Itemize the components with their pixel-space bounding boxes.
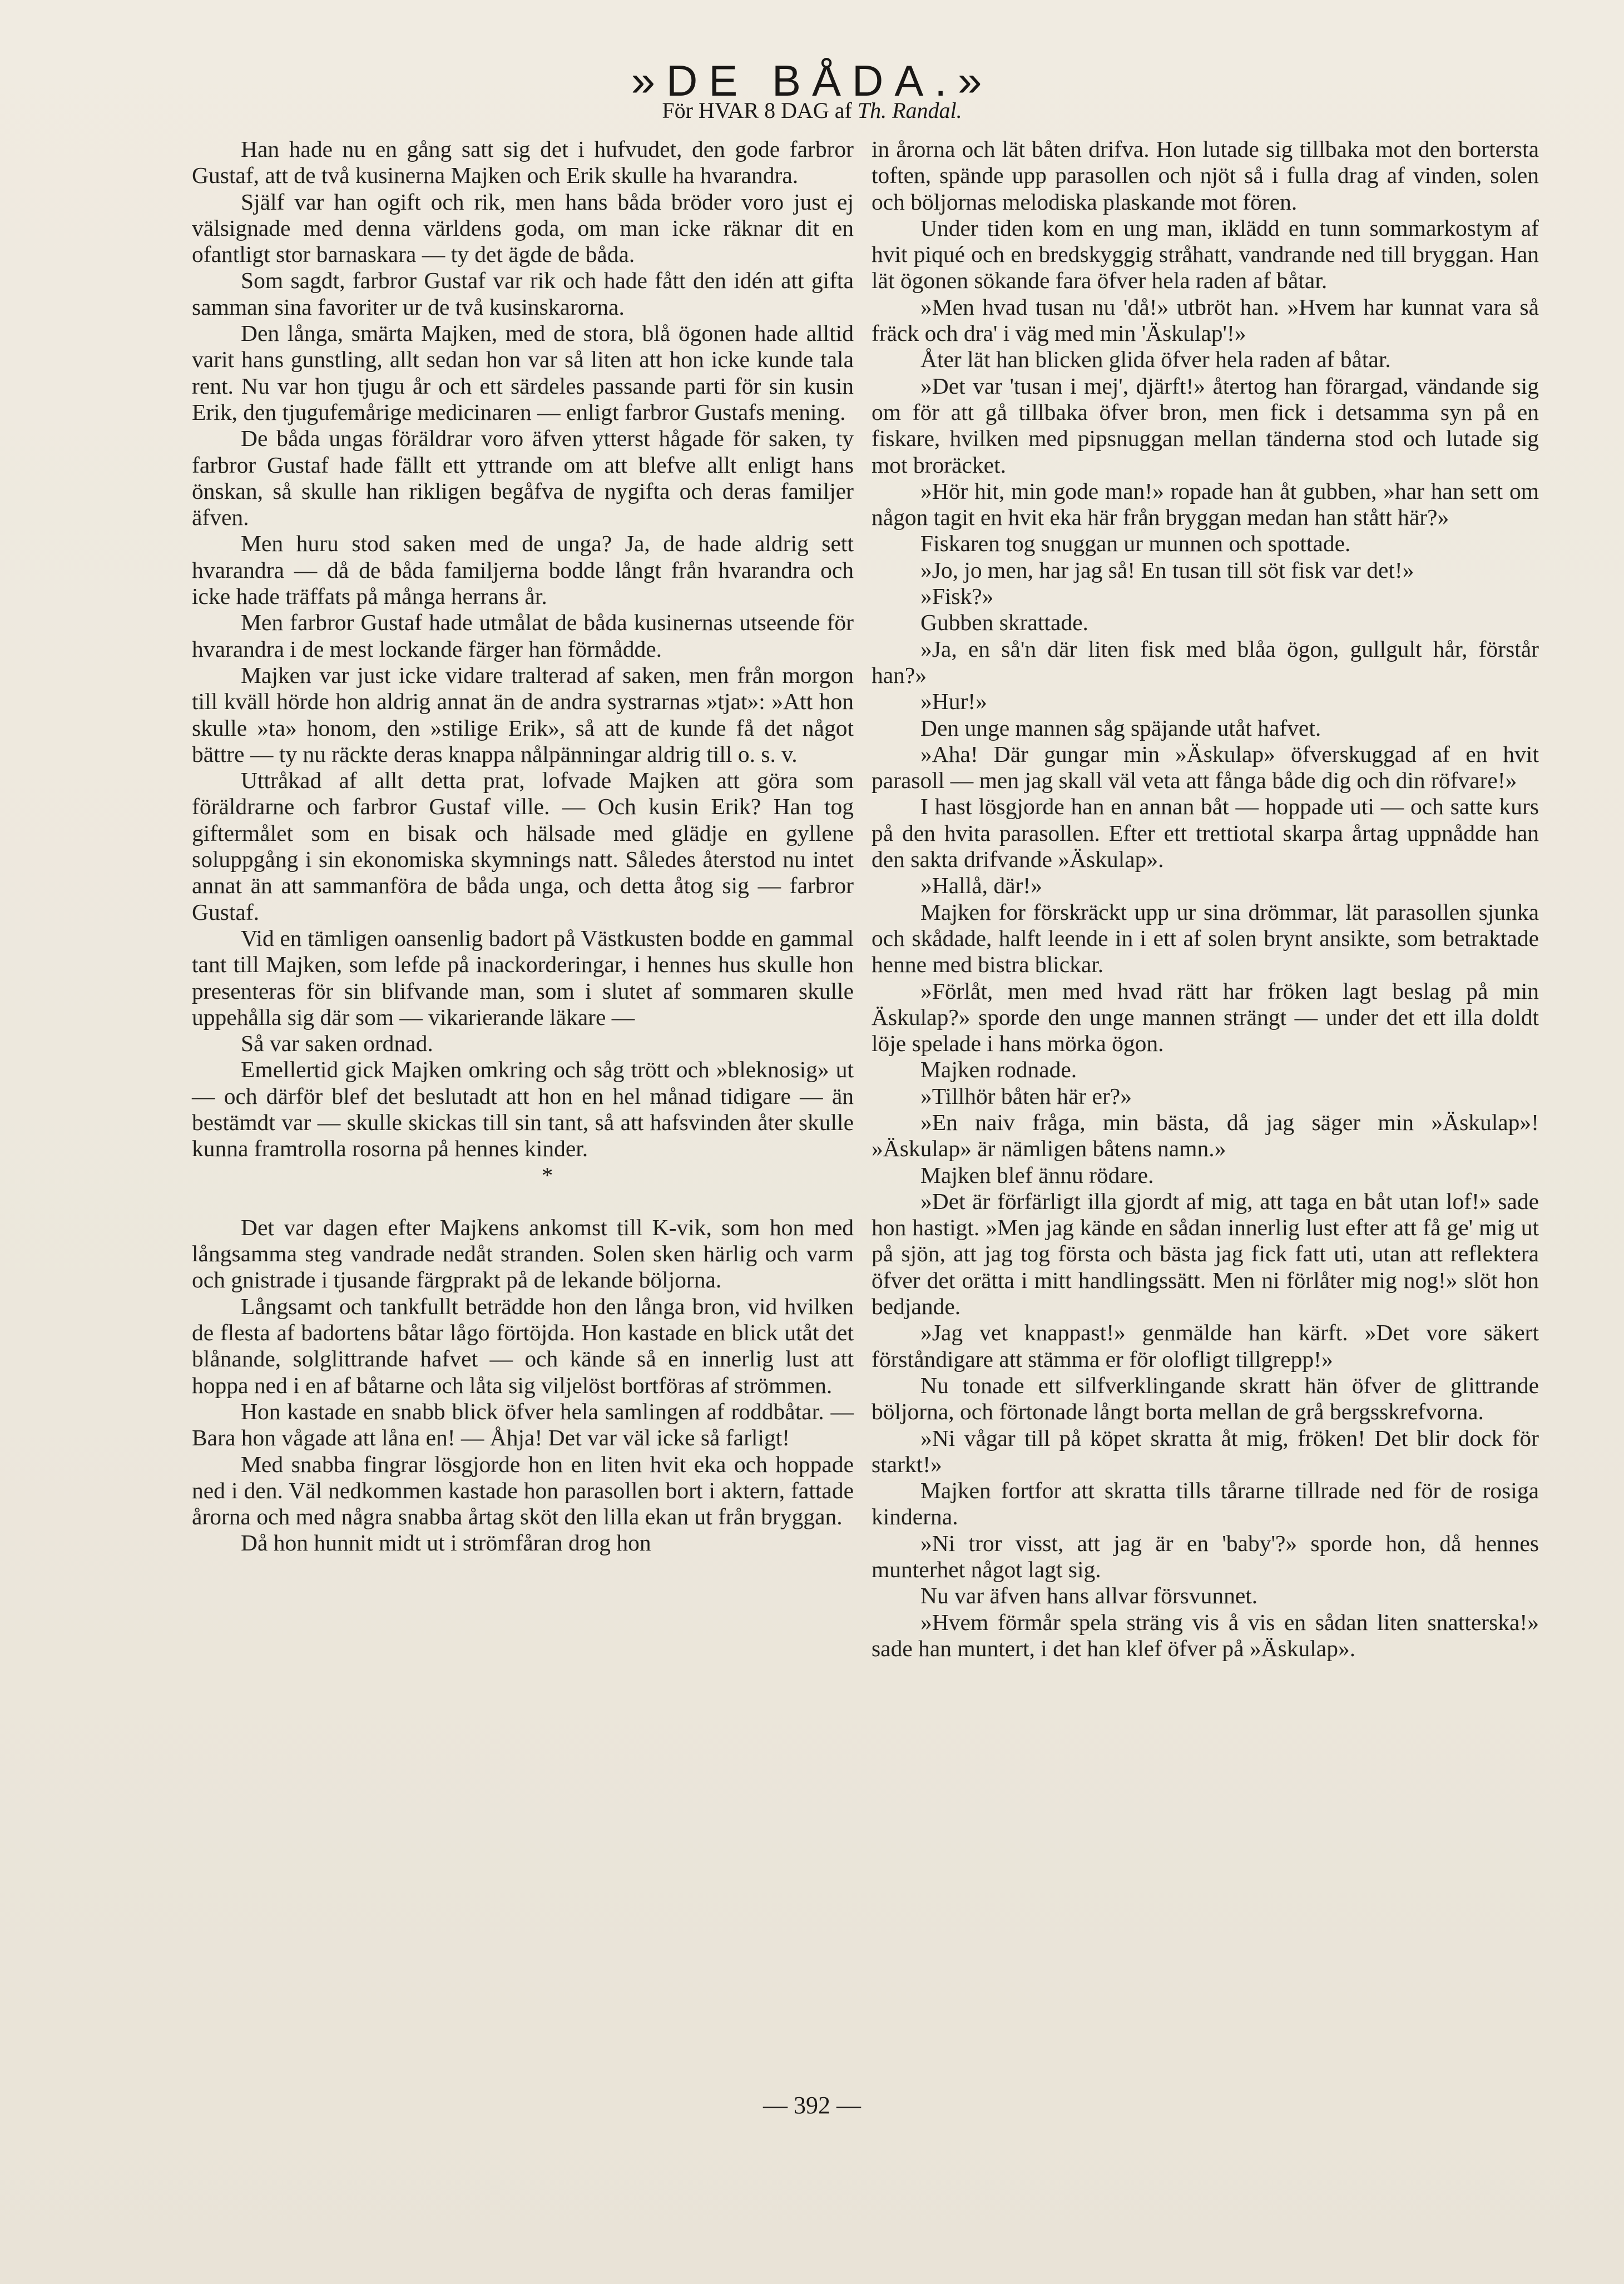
paragraph: Nu tonade ett silfverklingande skratt hän öfver de glittrande böljorna, och förtonade långt borta mellan de grå bergsskrefvorna. [872,1372,1539,1425]
paragraph: Så var saken ordnad. [241,1030,433,1057]
paragraph: »Men hvad tusan nu 'då!» utbröt han. »Hvem har kunnat vara så fräck och dra' i väg med min 'Äskulap'!» [872,294,1539,346]
paragraph: Gubben skrattade. [920,610,1088,636]
paragraph: Det var dagen efter Majkens ankomst till K-vik, som hon med långsamma steg vandrade nedåt stranden. Solen sken härlig och varm och gnistrade i tjusande färgprakt på de lekande böljorna. [192,1214,854,1293]
paragraph: »Hur!» [920,688,987,715]
paragraph: »Hör hit, min gode man!» ropade han åt gubben, »har han sett om någon tagit en hvit eka här från bryggan medan han stått här?» [872,478,1539,531]
paragraph: »En naiv fråga, min bästa, då jag säger min »Äskulap»! »Äskulap» är nämligen båtens namn.» [872,1109,1539,1162]
page-number: — 392 — [763,2092,861,2119]
paragraph: Fiskaren tog snuggan ur munnen och spottade. [920,531,1351,557]
spacer [192,1188,854,1215]
paragraph: »Ja, en så'n där liten fisk med blåa ögon, gullgult hår, förstår han?» [872,636,1539,688]
paragraph: De båda ungas föräldrar voro äfven ytterst hågade för saken, ty farbror Gustaf hade fällt ett yttrande om att blefve allt enligt hans önskan, så skulle han rikligen begåfva de nygifta och deras familjer äfven. [192,425,854,531]
paragraph: Majken rodnade. [920,1057,1077,1083]
paragraph: Den unge mannen såg späjande utåt hafvet. [920,715,1321,741]
paragraph: »Fisk?» [920,583,994,610]
paragraph: »Det är förfärligt illa gjordt af mig, att taga en båt utan lof!» sade hon hastigt. »Men jag kände en sådan innerlig lust efter att få ge' mig ut på sjön, att jag tog första och bästa jag fick fatt uti, utan att reflektera öfver det orätta i mitt handlingssätt. Men ni förlåter mig nog!» slöt hon bedjande. [872,1188,1539,1320]
paragraph: Vid en tämligen oansenlig badort på Västkusten bodde en gammal tant till Majken, som lefde på inackorderingar, i hennes hus skulle hon presenteras för sin blifvande man, som i slutet af sommaren skulle uppehålla sig där som — vikarierande läkare — [192,925,854,1030]
paragraph: Han hade nu en gång satt sig det i hufvudet, den gode farbror Gustaf, att de två kusinerna Majken och Erik skulle ha hvarandra. [192,136,854,189]
author-name: Th. Randal. [857,98,962,123]
paragraph: Under tiden kom en ung man, iklädd en tunn sommarkostym af hvit piqué och en bredskyggig stråhatt, vandrande ned till bryggan. Han lät ögonen sökande fara öfver hela raden af båtar. [872,215,1539,294]
paragraph: Emellertid gick Majken omkring och såg trött och »bleknosig» ut — och därför blef det beslutadt att hon en hel månad tidigare — än bestämdt var — skulle skickas till sin tant, så att hafsvinden åter skulle kunna framtrolla rosorna på hennes kinder. [192,1057,854,1162]
paragraph: Nu var äfven hans allvar försvunnet. [920,1583,1258,1609]
paragraph: Uttråkad af allt detta prat, lofvade Majken att göra som föräldrarne och farbror Gustaf ville. — Och kusin Erik? Han tog giftermålet som en bisak och hälsade med glädje en gyllene soluppgång i sin ekonomiska skymnings natt. Således återstod nu intet annat än att sammanföra de båda unga, och detta åtog sig — farbror Gustaf. [192,767,854,925]
paragraph: Majken var just icke vidare tralterad af saken, men från morgon till kväll hörde hon aldrig annat än de andra systrarnas »tjat»: »Att hon skulle »ta» honom, den »stilige Erik», så att de kunde få det något bättre — ty nu räckte deras knappa nålpänningar aldrig till o. s. v. [192,662,854,767]
paragraph: »Det var 'tusan i mej', djärft!» återtog han förargad, vändande sig om för att gå tillbaka öfver bron, men fick i detsamma syn på en fiskare, hvilken med pipsnuggan mellan tänderna stod och lutade sig mot broräcket. [872,373,1539,478]
section-separator: * [541,1162,553,1188]
paragraph: Som sagdt, farbror Gustaf var rik och hade fått den idén att gifta samman sina favoriter ur de två kusinskarorna. [192,267,854,320]
paragraph: I hast lösgjorde han en annan båt — hoppade uti — och satte kurs på den hvita parasollen. Efter ett trettiotal skarpa årtag uppnådde han den sakta drifvande »Äskulap». [872,794,1539,873]
paragraph: Då hon hunnit midt ut i strömfåran drog hon [241,1530,651,1556]
paragraph: Den långa, smärta Majken, med de stora, blå ögonen hade alltid varit hans gunstling, allt sedan hon var så liten att hon icke kunde tala rent. Nu var hon tjugu år och ett särdeles passande parti för sin kusin Erik, den tjugufemårige medicinaren — enligt farbror Gustafs mening. [192,320,854,425]
paragraph: Majken blef ännu rödare. [920,1162,1154,1188]
paragraph: Men huru stod saken med de unga? Ja, de hade aldrig sett hvarandra — då de båda familjerna bodde långt från hvarandra och icke hade träffats på många herrans år. [192,531,854,610]
paragraph: Långsamt och tankfullt beträdde hon den långa bron, vid hvilken de flesta af badortens båtar lågo förtöjda. Hon kastade en blick utåt det blånande, solglittrande hafvet — och kände så en innerlig lust att hoppa ned i en af båtarne och låta sig viljelöst bortföras af strömmen. [192,1293,854,1398]
paragraph: Men farbror Gustaf hade utmålat de båda kusinernas utseende för hvarandra i de mest lockande färger han förmådde. [192,610,854,662]
paragraph: Själf var han ogift och rik, men hans båda bröder voro just ej välsignade med denna världens goda, om man icke räknar dit en ofantligt stor barnaskara — ty det ägde de båda. [192,189,854,267]
paragraph: Majken fortfor att skratta tills tårarne tillrade ned för de rosiga kinderna. [872,1478,1539,1530]
paragraph: »Jo, jo men, har jag så! En tusan till söt fisk var det!» [920,557,1414,583]
paragraph: Hon kastade en snabb blick öfver hela samlingen af roddbåtar. — Bara hon vågade att låna en! — Åhja! Det var väl icke så farligt! [192,1398,854,1451]
byline-prefix: För HVAR 8 DAG af [662,98,852,123]
paragraph: »Hvem förmår spela sträng vis å vis en sådan liten snatterska!» sade han muntert, i det han klef öfver på »Äskulap». [872,1609,1539,1661]
paragraph: Majken for förskräckt upp ur sina drömmar, lät parasollen sjunka och skådade, halft leende in i ett af solen brynt ansikte, som betraktade henne med bistra blickar. [872,899,1539,978]
paragraph: »Jag vet knappast!» genmälde han kärft. »Det vore säkert förståndigare att stämma er för olofligt tillgrepp!» [872,1320,1539,1372]
left-column [192,136,854,1557]
paragraph: »Tillhör båten här er?» [920,1083,1132,1109]
right-column [872,136,1539,1662]
paragraph-continued: in årorna och lät båten drifva. Hon lutade sig tillbaka mot den bortersta toften, spände upp parasollen och njöt så i fulla drag af vinden, solen och böljornas melodiska plaskande mot fören. [872,136,1539,215]
paragraph: »Ni vågar till på köpet skratta åt mig, fröken! Det blir dock för starkt!» [872,1425,1539,1477]
paragraph: »Hallå, där!» [920,873,1042,899]
byline [0,97,1624,123]
paragraph: Åter lät han blicken glida öfver hela raden af båtar. [920,346,1391,373]
paragraph: »Aha! Där gungar min »Äskulap» öfverskuggad af en hvit parasoll — men jag skall väl veta att fånga både dig och din röfvare!» [872,741,1539,794]
story-title: »DE BÅDA.» [631,56,993,105]
paragraph: Med snabba fingrar lösgjorde hon en liten hvit eka och hoppade ned i den. Väl nedkommen kastade hon parasollen bort i aktern, fattade årorna och med några snabba årtag sköt den lilla ekan ut från bryggan. [192,1451,854,1530]
paragraph: »Förlåt, men med hvad rätt har fröken lagt beslag på min Äskulap?» sporde den unge mannen strängt — under det ett illa doldt löje spelade i hans mörka ögon. [872,978,1539,1057]
paragraph: »Ni tror visst, att jag är en 'baby'?» sporde hon, då hennes munterhet något lagt sig. [872,1530,1539,1583]
